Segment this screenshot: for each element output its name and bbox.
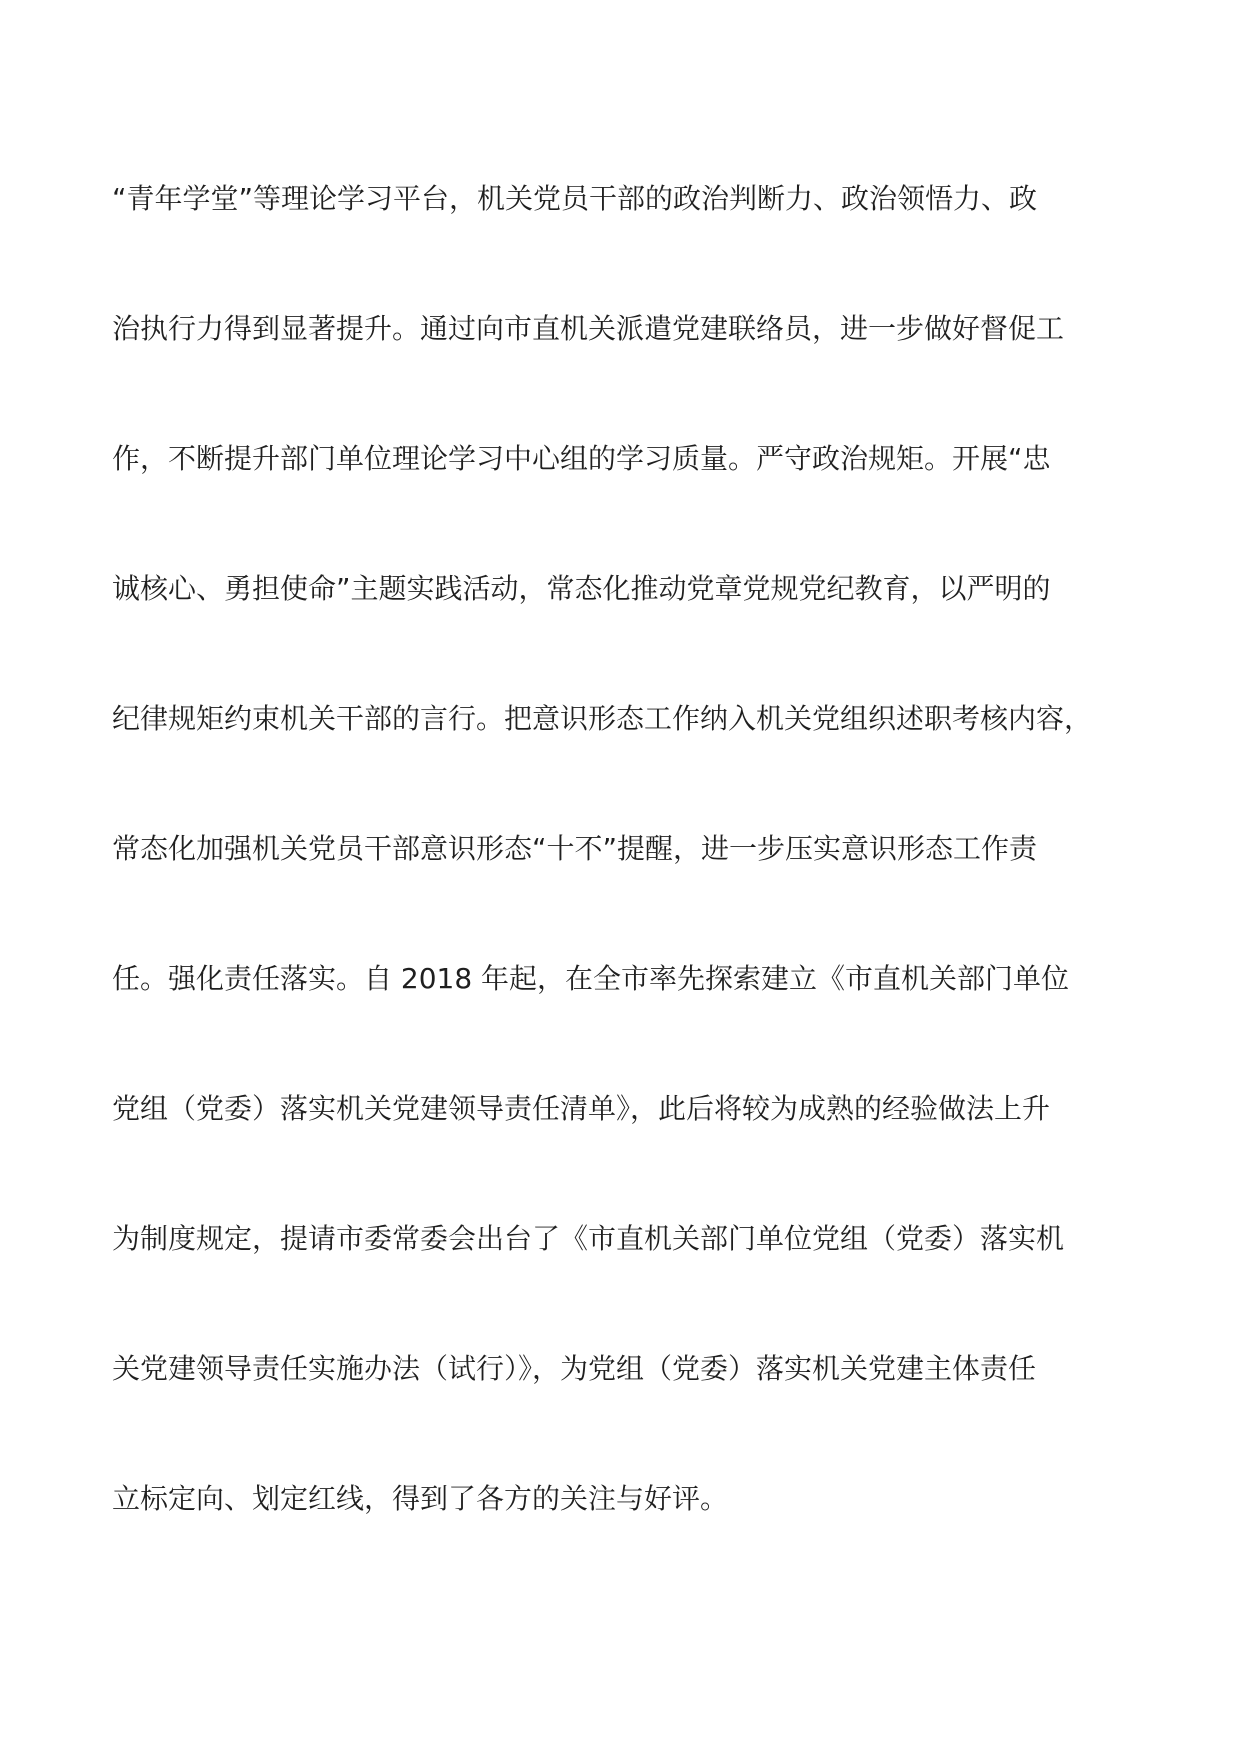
text-line: 治执行力得到显著提升。通过向市直机关派遣党建联络员，进一步做好督促工 <box>112 312 1065 345</box>
text-line: 关党建领导责任实施办法（试行）》，为党组（党委）落实机关党建主体责任 <box>112 1352 1037 1385</box>
text-line: 为制度规定，提请市委常委会出台了《市直机关部门单位党组（党委）落实机 <box>112 1222 1065 1255</box>
text-line: 作，不断提升部门单位理论学习中心组的学习质量。严守政治规矩。开展“忠 <box>112 442 1051 475</box>
text-line: 常态化加强机关党员干部意识形态“十不”提醒，进一步压实意识形态工作责 <box>112 832 1038 865</box>
text-line: 诚核心、勇担使命”主题实践活动，常态化推动党章党规党纪教育，以严明的 <box>112 572 1051 605</box>
text-line: “青年学堂”等理论学习平台，机关党员干部的政治判断力、政治领悟力、政 <box>112 182 1038 215</box>
text-line: 立标定向、划定红线，得到了各方的关注与好评。 <box>112 1482 729 1515</box>
text-line: 党组（党委）落实机关党建领导责任清单》，此后将较为成熟的经验做法上升 <box>112 1092 1051 1125</box>
body-paragraph <box>112 164 1142 1594</box>
text-line: 任。强化责任落实。自 2018 年起，在全市率先探索建立《市直机关部门单位 <box>112 962 1070 995</box>
text-line: 纪律规矩约束机关干部的言行。把意识形态工作纳入机关党组织述职考核内容， <box>112 702 1093 735</box>
